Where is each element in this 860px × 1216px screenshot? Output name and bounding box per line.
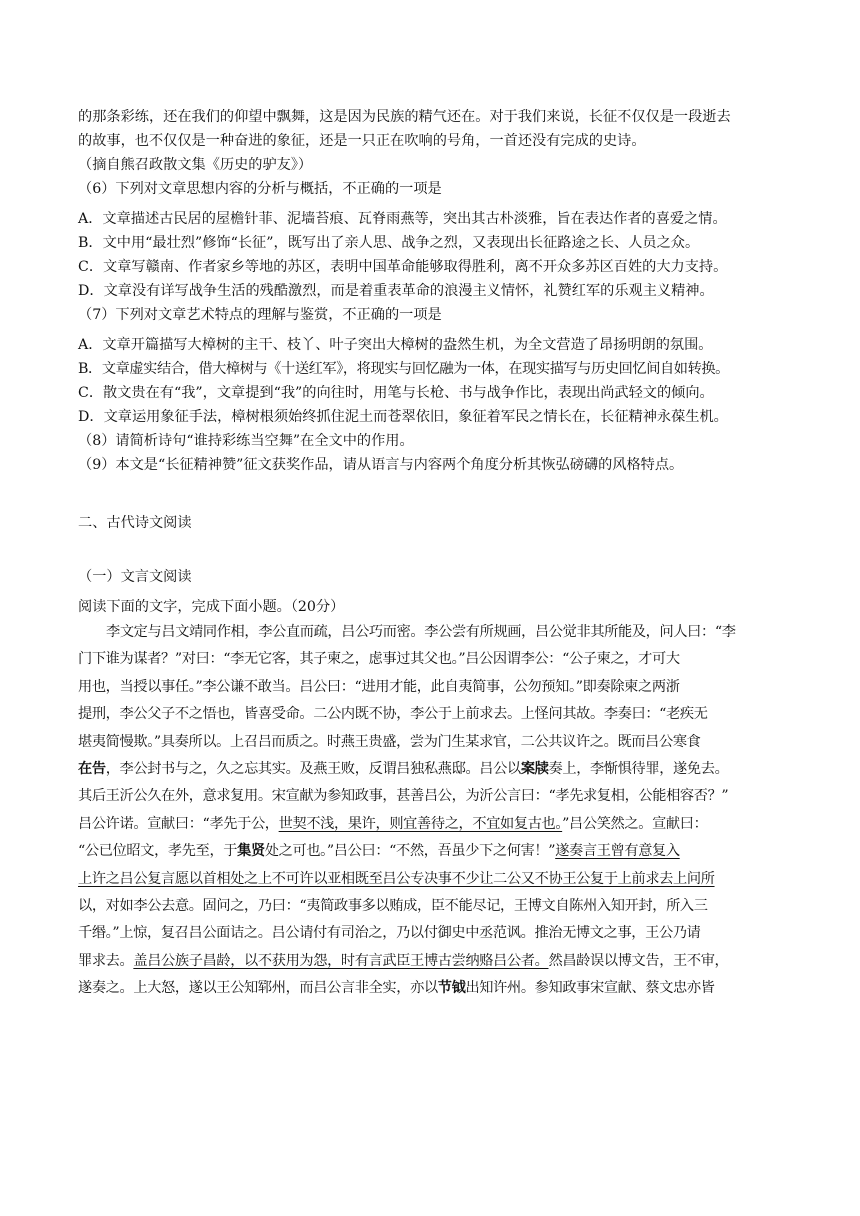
document-page [78,105,788,1003]
underlined-sentence: 上许之吕公复言愿以首相处之上不可许以亚相既至吕公专决事不少让二公又不协王公复于上前求去上问所 [78,870,715,887]
question-7-stem: （7）下列对文章艺术特点的理解与鉴赏，不正确的一项是 [78,307,442,323]
subsection-heading: （一）文言文阅读 [78,569,192,585]
question-6-options [78,207,788,303]
option-d: D．文章没有详写战争生活的残酷激烈，而是着重表革命的浪漫主义情怀，礼赞红军的乐观主义精神。 [78,283,714,299]
passage-line: 千缗。”上惊，复召吕公面诘之。吕公请付有司治之，乃以付御史中丞范讽。推治无博文之事，王公乃请 [78,925,701,942]
underlined-sentence: 盖吕公族子昌龄，以不获用为怨，时有言武臣王博古尝纳赂吕公者。 [133,952,549,969]
passage-line: 李文定与吕文靖同作相，李公直而疏，吕公巧而密。李公尝有所规画，吕公觉非其所能及，问人曰：“李 [106,624,736,640]
passage-line: 在告，李公封书与之，久之忘其实。及燕王败，反谓吕独私燕邸。吕公以案牍奏上，李惭惧待罪，遂免去。 [78,761,729,778]
question-7-options [78,333,788,429]
bold-term: 集贤 [237,843,265,860]
bold-term: 案牍 [520,761,549,778]
option-c: C．散文贵在有“我”，文章提到“我”的向往时，用笔与长枪、书与战争作比，表现出尚武轻文的倾向。 [78,385,714,401]
underlined-sentence: 遂奏言王曾有意复入 [555,843,680,860]
passage-line: 吕公许诺。宣献曰：“孝先于公，世契不浅，果许，则宜善待之，不宜如复古也。”吕公笑然之。宣献曰： [78,815,708,832]
option-b: B．文章虚实结合，借大樟树与《十送红军》，将现实与回忆融为一体，在现实描写与历史回忆间自如转换。 [78,361,729,377]
reading-instruction: 阅读下面的文字，完成下面小题。（20分） [78,599,345,615]
passage-line: 提刑，李公父子不之悟也，皆喜受命。二公内既不协，李公于上前求去。上怪问其故。李奏曰：“老疾无 [78,706,708,723]
question-8: （8）请简析诗句“谁持彩练当空舞”在全文中的作用。 [78,433,414,449]
section-heading: 二、古代诗文阅读 [78,515,192,531]
bold-term: 节钺 [437,980,466,997]
classical-chinese-passage [78,619,788,1003]
underlined-sentence: 世契不浅，果许，则宜善待之，不宜如复古也。 [278,815,563,832]
question-6-stem: （6）下列对文章思想内容的分析与概括，不正确的一项是 [78,181,442,197]
passage-line: “公已位昭文，孝先至，于集贤处之可也。”吕公曰：“不然，吾虽少下之何害！”遂奏言王曾有意复入 [78,843,680,860]
passage-line: 用也，当授以事任。”李公谦不敢当。吕公曰：“进用才能，此自夷简事，公勿预知。”即奏除柬之两浙 [78,678,680,695]
passage-line: 以，对如李公去意。固问之，乃曰：“夷简政事多以贿成，臣不能尽记，王博文自陈州入知开封，所入三 [78,898,708,915]
passage-line: 其后王沂公久在外，意求复用。宋宣献为参知政事，甚善吕公，为沂公言曰：“孝先求复相，公能相容否？” [78,788,729,805]
bold-term: 在告 [78,761,106,778]
question-9: （9）本文是“长征精神赞”征文获奖作品，请从语言与内容两个角度分析其恢弘磅礴的风格特点。 [78,457,684,473]
passage-line: 门下谁为谋者？”对曰：“李无它客，其子柬之，虑事过其父也。”吕公因谓李公：“公子柬之，才可大 [78,651,680,668]
option-b: B．文中用“最壮烈”修饰“长征”，既写出了亲人思、战争之烈，又表现出长征路途之长、人员之众。 [78,235,700,251]
option-a: A．文章描述古民居的屋檐针菲、泥墙苔痕、瓦脊雨燕等，突出其古朴淡雅，旨在表达作者的喜爱之情。 [78,211,727,227]
passage-line: 罪求去。盖吕公族子昌龄，以不获用为怨，时有言武臣王博古尝纳赂吕公者。然昌龄误以博文告，王不审， [78,952,729,969]
source-citation: （摘自熊召政散文集《历史的驴友》） [78,157,313,173]
passage-line: 的那条彩练，还在我们的仰望中飘舞，这是因为民族的精气还在。对于我们来说，长征不仅仅是一段逝去 [78,109,731,125]
passage-line: 堪夷简慢欺。”具奏所以。上召吕而质之。时燕王贵盛，尝为门生某求官，二公共议许之。既而吕公寒食 [78,733,701,750]
passage-line: 遂奏之。上大怒，遂以王公知郓州，而吕公言非全实，亦以节钺出知许州。参知政事宋宣献、蔡文忠亦皆 [78,980,715,997]
passage-line: 的故事，也不仅仅是一种奋进的象征，还是一只正在吹响的号角，一首还没有完成的史诗。 [78,133,646,149]
option-d: D．文章运用象征手法，樟树根须始终抓住泥土而苍翠依旧，象征着军民之情长在，长征精神永葆生机。 [78,409,728,425]
option-c: C．文章写赣南、作者家乡等地的苏区，表明中国革命能够取得胜利，离不开众多苏区百姓的大力支持。 [78,259,728,275]
option-a: A．文章开篇描写大樟树的主干、枝丫、叶子突出大樟树的盎然生机，为全文营造了昂扬明朗的氛围。 [78,337,713,353]
passage-ending [78,105,788,177]
